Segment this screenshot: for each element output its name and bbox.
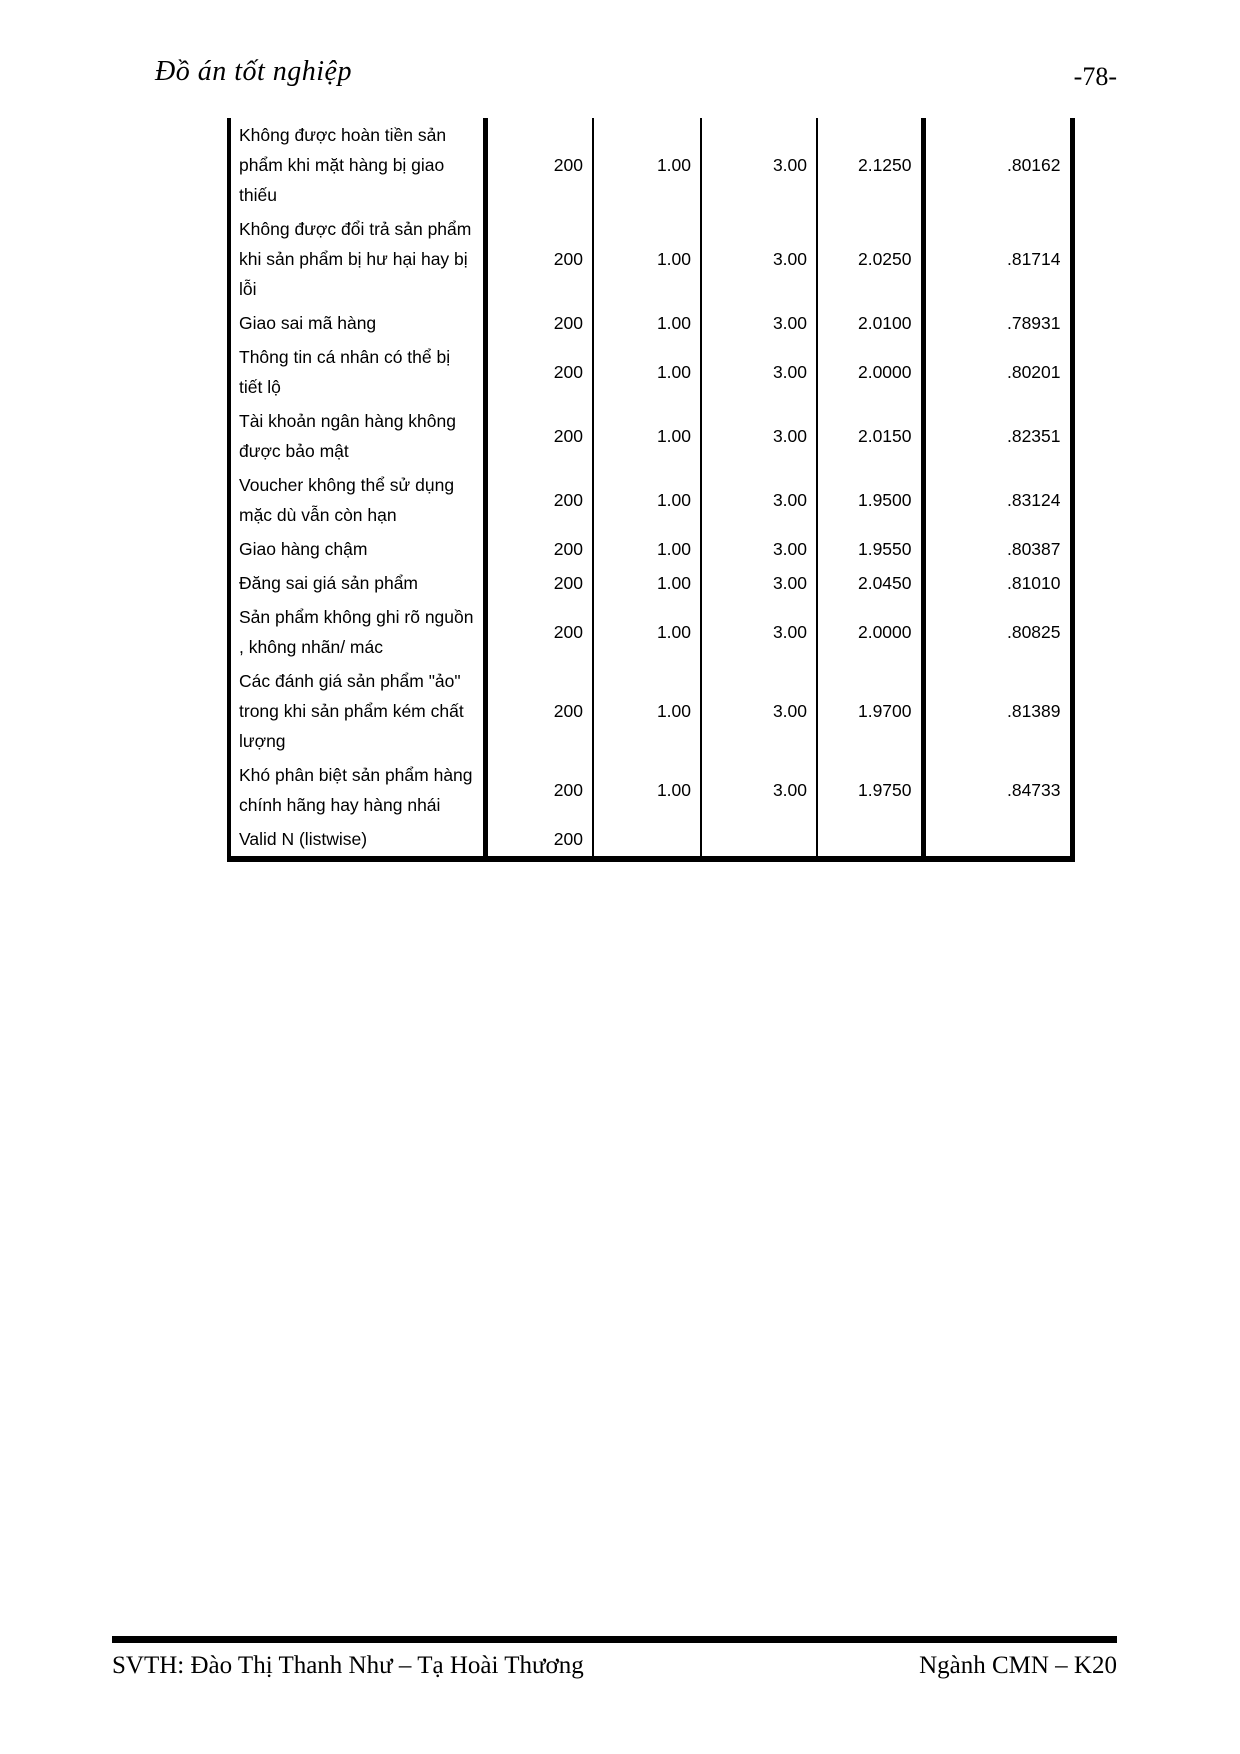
table-row xyxy=(229,758,1072,822)
max-cell: 3.00 xyxy=(701,600,817,664)
n-cell: 200 xyxy=(485,822,593,859)
n-cell: 200 xyxy=(485,664,593,758)
page-footer xyxy=(112,1636,1117,1680)
label-cell: Voucher không thể sử dụng mặc dù vẫn còn hạn xyxy=(229,468,485,532)
std-cell: .81714 xyxy=(923,212,1072,306)
label-cell: Không được đổi trả sản phẩm khi sản phẩm bị hư hại hay bị lỗi xyxy=(229,212,485,306)
min-cell: 1.00 xyxy=(593,340,701,404)
table-row xyxy=(229,340,1072,404)
label-cell: Không được hoàn tiền sản phẩm khi mặt hàng bị giao thiếu xyxy=(229,118,485,212)
n-cell: 200 xyxy=(485,566,593,600)
n-cell: 200 xyxy=(485,340,593,404)
min-cell: 1.00 xyxy=(593,664,701,758)
max-cell: 3.00 xyxy=(701,532,817,566)
max-cell xyxy=(701,822,817,859)
label-cell: Tài khoản ngân hàng không được bảo mật xyxy=(229,404,485,468)
mean-cell xyxy=(817,822,923,859)
std-cell: .81389 xyxy=(923,664,1072,758)
table-row xyxy=(229,118,1072,212)
n-cell: 200 xyxy=(485,600,593,664)
footer-author: SVTH: Đào Thị Thanh Như – Tạ Hoài Thương xyxy=(112,1652,584,1679)
label-cell: Giao sai mã hàng xyxy=(229,306,485,340)
max-cell: 3.00 xyxy=(701,306,817,340)
label-cell: Sản phẩm không ghi rõ nguồn , không nhãn/ mác xyxy=(229,600,485,664)
label-cell: Giao hàng chậm xyxy=(229,532,485,566)
header-title: Đồ án tốt nghiệp xyxy=(155,56,352,87)
std-cell: .84733 xyxy=(923,758,1072,822)
max-cell: 3.00 xyxy=(701,566,817,600)
table-row xyxy=(229,664,1072,758)
mean-cell: 2.0150 xyxy=(817,404,923,468)
mean-cell: 2.0450 xyxy=(817,566,923,600)
table-row xyxy=(229,404,1072,468)
n-cell: 200 xyxy=(485,404,593,468)
label-cell: Thông tin cá nhân có thể bị tiết lộ xyxy=(229,340,485,404)
page-number: -78- xyxy=(1073,62,1117,91)
table-row xyxy=(229,468,1072,532)
n-cell: 200 xyxy=(485,532,593,566)
max-cell: 3.00 xyxy=(701,468,817,532)
max-cell: 3.00 xyxy=(701,664,817,758)
n-cell: 200 xyxy=(485,212,593,306)
label-cell: Đăng sai giá sản phẩm xyxy=(229,566,485,600)
footer-program: Ngành CMN – K20 xyxy=(919,1652,1117,1679)
mean-cell: 2.0250 xyxy=(817,212,923,306)
min-cell: 1.00 xyxy=(593,306,701,340)
stats-table-body xyxy=(229,118,1072,859)
n-cell: 200 xyxy=(485,118,593,212)
min-cell: 1.00 xyxy=(593,600,701,664)
max-cell: 3.00 xyxy=(701,404,817,468)
mean-cell: 2.0000 xyxy=(817,340,923,404)
table-row xyxy=(229,212,1072,306)
n-cell: 200 xyxy=(485,758,593,822)
std-cell: .80162 xyxy=(923,118,1072,212)
mean-cell: 2.0000 xyxy=(817,600,923,664)
mean-cell: 2.0100 xyxy=(817,306,923,340)
min-cell: 1.00 xyxy=(593,468,701,532)
label-cell: Khó phân biệt sản phẩm hàng chính hãng hay hàng nhái xyxy=(229,758,485,822)
descriptive-statistics-table xyxy=(227,118,1075,862)
std-cell: .83124 xyxy=(923,468,1072,532)
mean-cell: 1.9700 xyxy=(817,664,923,758)
max-cell: 3.00 xyxy=(701,212,817,306)
max-cell: 3.00 xyxy=(701,758,817,822)
mean-cell: 1.9750 xyxy=(817,758,923,822)
std-cell: .80825 xyxy=(923,600,1072,664)
mean-cell: 1.9550 xyxy=(817,532,923,566)
min-cell: 1.00 xyxy=(593,212,701,306)
max-cell: 3.00 xyxy=(701,118,817,212)
label-cell: Các đánh giá sản phẩm "ảo" trong khi sản phẩm kém chất lượng xyxy=(229,664,485,758)
std-cell: .78931 xyxy=(923,306,1072,340)
table-row xyxy=(229,566,1072,600)
max-cell: 3.00 xyxy=(701,340,817,404)
n-cell: 200 xyxy=(485,306,593,340)
std-cell: .80387 xyxy=(923,532,1072,566)
min-cell: 1.00 xyxy=(593,404,701,468)
label-cell: Valid N (listwise) xyxy=(229,822,485,859)
std-cell: .80201 xyxy=(923,340,1072,404)
std-cell: .81010 xyxy=(923,566,1072,600)
table-row xyxy=(229,600,1072,664)
table-row xyxy=(229,306,1072,340)
min-cell xyxy=(593,822,701,859)
min-cell: 1.00 xyxy=(593,532,701,566)
mean-cell: 2.1250 xyxy=(817,118,923,212)
table-row xyxy=(229,532,1072,566)
mean-cell: 1.9500 xyxy=(817,468,923,532)
table-row xyxy=(229,822,1072,859)
min-cell: 1.00 xyxy=(593,566,701,600)
min-cell: 1.00 xyxy=(593,758,701,822)
min-cell: 1.00 xyxy=(593,118,701,212)
std-cell xyxy=(923,822,1072,859)
std-cell: .82351 xyxy=(923,404,1072,468)
n-cell: 200 xyxy=(485,468,593,532)
